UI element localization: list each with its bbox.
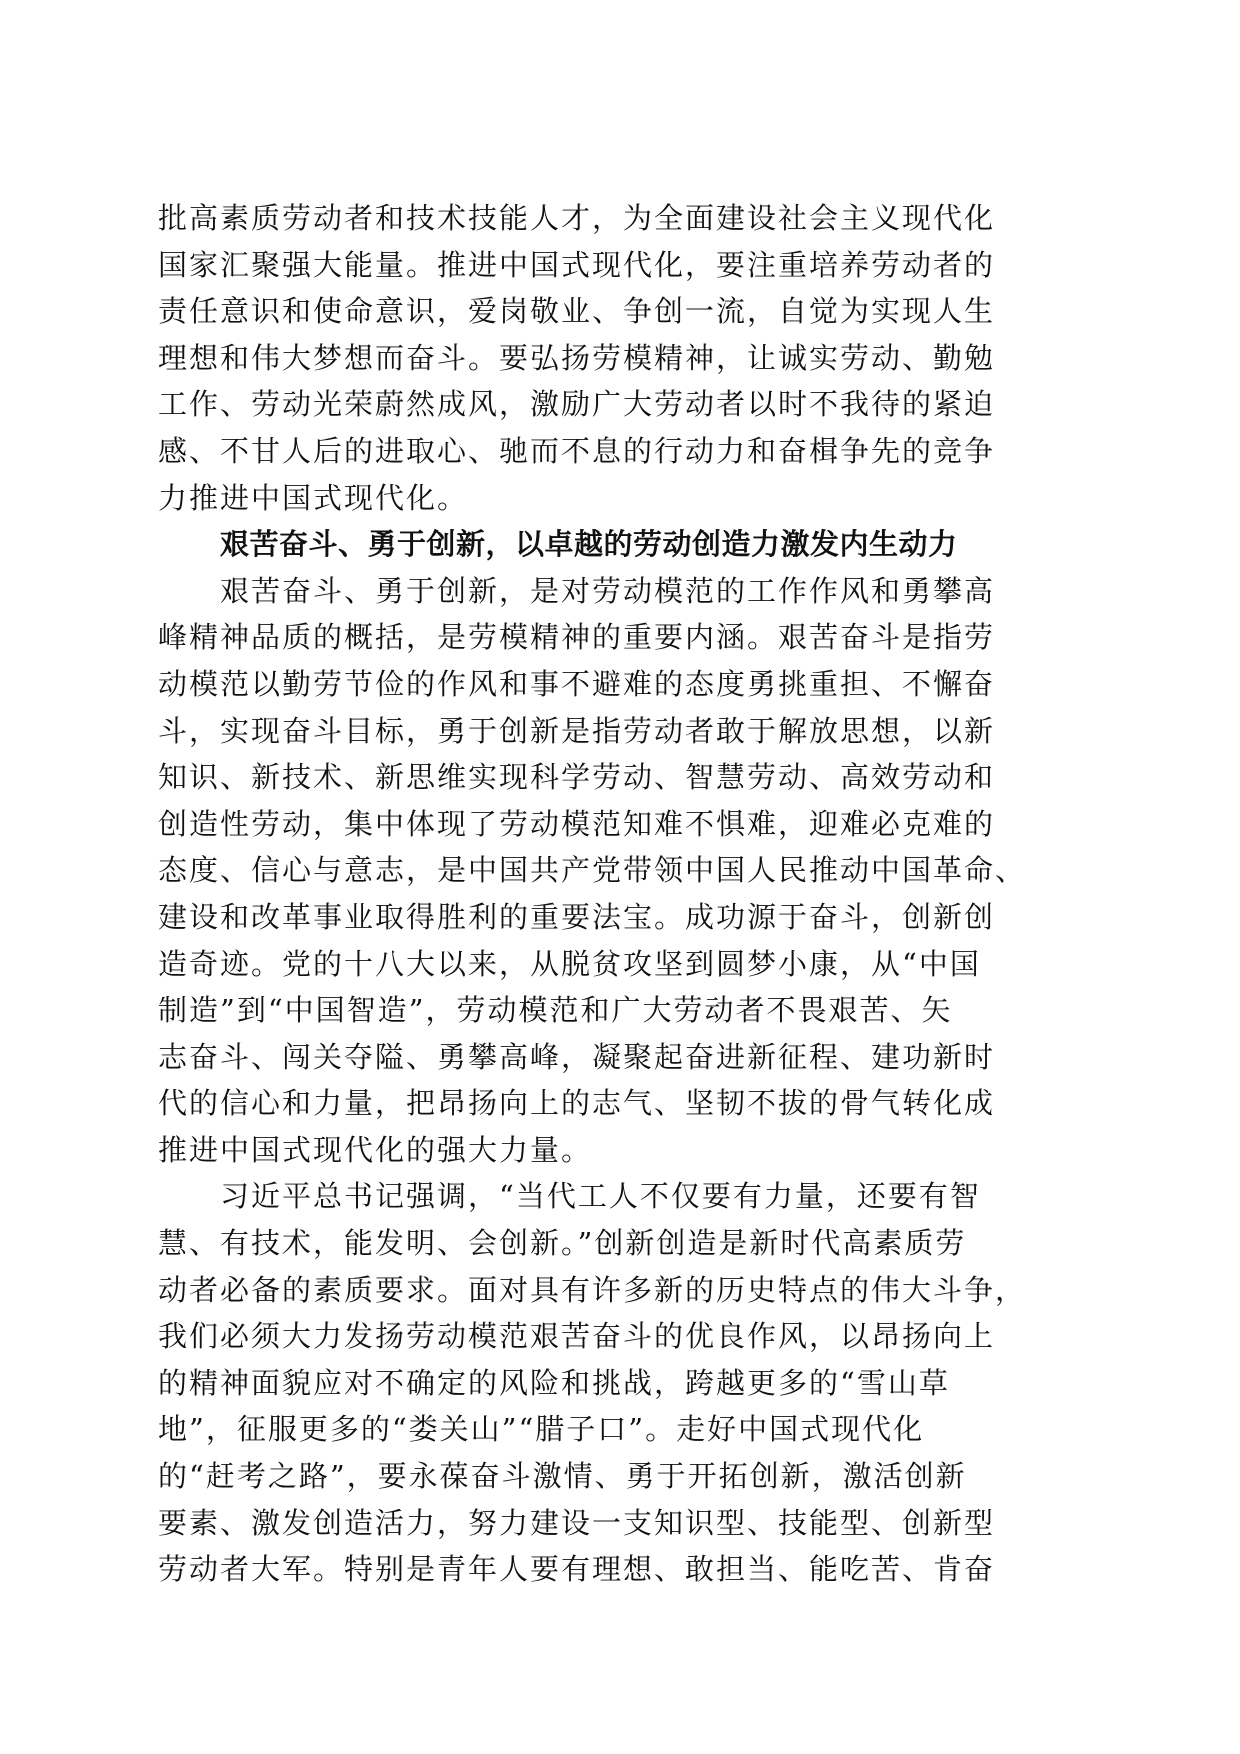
text-line: 动模范以勤劳节俭的作风和事不避难的态度勇挑重担、不懈奋 [158,666,996,701]
text-line: 动者必备的素质要求。面对具有许多新的历史特点的伟大斗争， [158,1272,1027,1307]
text-line: 地”，征服更多的“娄关山”“腊子口”。走好中国式现代化 [158,1412,925,1447]
text-line: 的“赶考之路”，要永葆奋斗激情、勇于开拓创新，激活创新 [158,1459,967,1494]
text-line: 创造性劳动，集中体现了劳动模范知难不惧难，迎难必克难的 [158,806,996,841]
text-line: 制造”到“中国智造”，劳动模范和广大劳动者不畏艰苦、矢 [158,993,953,1028]
text-line: 推进中国式现代化的强大力量。 [158,1132,593,1167]
text-line: 斗，实现奋斗目标，勇于创新是指劳动者敢于解放思想，以新 [158,713,996,748]
text-line: 代的信心和力量，把昂扬向上的志气、坚韧不拔的骨气转化成 [158,1086,996,1121]
text-line: 志奋斗、闯关夺隘、勇攀高峰，凝聚起奋进新征程、建功新时 [158,1039,996,1074]
text-line: 我们必须大力发扬劳动模范艰苦奋斗的优良作风，以昂扬向上 [158,1319,996,1354]
text-line: 劳动者大军。特别是青年人要有理想、敢担当、能吃苦、肯奋 [158,1552,996,1587]
text-line: 建设和改革事业取得胜利的重要法宝。成功源于奋斗，创新创 [158,899,996,934]
text-line: 感、不甘人后的进取心、驰而不息的行动力和奋楫争先的竞争 [158,433,996,468]
text-line: 造奇迹。党的十八大以来，从脱贫攻坚到圆梦小康，从“中国 [158,946,981,981]
text-line: 习近平总书记强调，“当代工人不仅要有力量，还要有智 [220,1179,981,1214]
document-page [158,195,1078,1593]
text-line: 工作、劳动光荣蔚然成风，激励广大劳动者以时不我待的紧迫 [158,387,996,422]
text-line: 艰苦奋斗、勇于创新，是对劳动模范的工作作风和勇攀高 [220,573,996,608]
paragraph-3 [158,1173,1078,1592]
text-line: 力推进中国式现代化。 [158,480,469,515]
text-line: 要素、激发创造活力，努力建设一支知识型、技能型、创新型 [158,1505,996,1540]
paragraph-1 [158,195,1078,521]
text-line: 态度、信心与意志，是中国共产党带领中国人民推动中国革命、 [158,853,1027,888]
text-line: 批高素质劳动者和技术技能人才，为全面建设社会主义现代化 [158,201,996,235]
text-line: 峰精神品质的概括，是劳模精神的重要内涵。艰苦奋斗是指劳 [158,620,996,655]
paragraph-2 [158,568,1078,1174]
text-line: 责任意识和使命意识，爱岗敬业、争创一流，自觉为实现人生 [158,294,996,329]
section-heading: 艰苦奋斗、勇于创新，以卓越的劳动创造力激发内生动力 [220,527,958,562]
text-line: 的精神面貌应对不确定的风险和挑战，跨越更多的“雪山草 [158,1365,950,1400]
text-line: 理想和伟大梦想而奋斗。要弘扬劳模精神，让诚实劳动、勤勉 [158,340,996,375]
text-line: 国家汇聚强大能量。推进中国式现代化，要注重培养劳动者的 [158,247,996,282]
text-line: 慧、有技术，能发明、会创新。”创新创造是新时代高素质劳 [158,1226,967,1261]
text-line: 知识、新技术、新思维实现科学劳动、智慧劳动、高效劳动和 [158,760,996,795]
